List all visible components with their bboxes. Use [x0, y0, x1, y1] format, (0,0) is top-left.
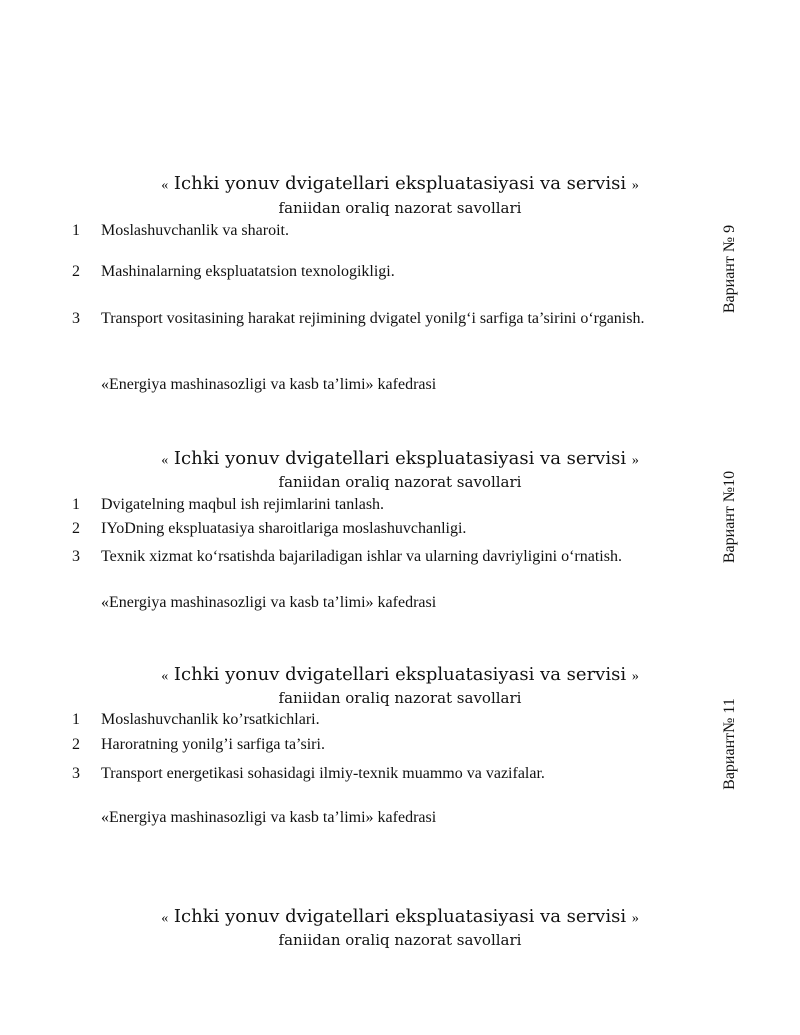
quote-close: » [631, 911, 639, 926]
quote-open: « [161, 178, 169, 193]
question-number: 3 [72, 548, 80, 565]
question-number: 1 [72, 711, 80, 728]
question-text: Mashinalarning ekspluatatsion texnologikligi. [101, 263, 395, 280]
quote-close: » [631, 669, 639, 684]
quote-open: « [161, 911, 169, 926]
department-footer: «Energiya mashinasozligi va kasb ta’limi» kafedrasi [101, 376, 437, 393]
variant-label: Вариант №10 [721, 470, 738, 564]
block-title [0, 448, 800, 472]
department-footer: «Energiya mashinasozligi va kasb ta’limi» kafedrasi [101, 809, 437, 826]
quote-close: » [631, 453, 639, 468]
quote-close: » [631, 178, 639, 193]
question-number: 3 [72, 765, 80, 782]
variant-label: Вариант № 9 [721, 224, 738, 314]
variant-label: Вариант№ 11 [721, 698, 738, 790]
question-text: Moslashuvchanlik va sharoit. [101, 222, 289, 239]
question-text: Haroratning yonilg’i sarfiga ta’siri. [101, 736, 325, 753]
question-number: 1 [72, 496, 80, 513]
question-text: IYoDning ekspluatasiya sharoitlariga moslashuvchanligi. [101, 520, 467, 537]
question-text: Moslashuvchanlik ko’rsatkichlari. [101, 711, 320, 728]
block-subtitle: faniidan oraliq nazorat savollari [278, 931, 522, 949]
title-text: Ichki yonuv dvigatellari ekspluatasiyasi va servisi [168, 173, 632, 194]
block-title [0, 906, 800, 930]
question-number: 1 [72, 222, 80, 239]
title-text: Ichki yonuv dvigatellari ekspluatasiyasi va servisi [168, 906, 632, 927]
question-text: Texnik xizmat ko‘rsatishda bajariladigan ishlar va ularning davriyligini o‘rnatish. [101, 548, 622, 565]
block-title [0, 173, 800, 197]
block-title [0, 664, 800, 688]
question-number: 2 [72, 520, 80, 537]
question-text: Transport energetikasi sohasidagi ilmiy-texnik muammo va vazifalar. [101, 765, 545, 782]
quote-open: « [161, 669, 169, 684]
question-number: 2 [72, 736, 80, 753]
question-number: 3 [72, 310, 80, 327]
department-footer: «Energiya mashinasozligi va kasb ta’limi» kafedrasi [101, 594, 437, 611]
question-number: 2 [72, 263, 80, 280]
question-text: Transport vositasining harakat rejimining dvigatel yonilg‘i sarfiga ta’sirini o‘rganish. [101, 310, 645, 327]
title-text: Ichki yonuv dvigatellari ekspluatasiyasi va servisi [168, 664, 632, 685]
block-subtitle: faniidan oraliq nazorat savollari [278, 199, 522, 217]
question-text: Dvigatelning maqbul ish rejimlarini tanlash. [101, 496, 385, 513]
title-text: Ichki yonuv dvigatellari ekspluatasiyasi va servisi [168, 448, 632, 469]
block-subtitle: faniidan oraliq nazorat savollari [278, 473, 522, 491]
block-subtitle: faniidan oraliq nazorat savollari [278, 689, 522, 707]
quote-open: « [161, 453, 169, 468]
